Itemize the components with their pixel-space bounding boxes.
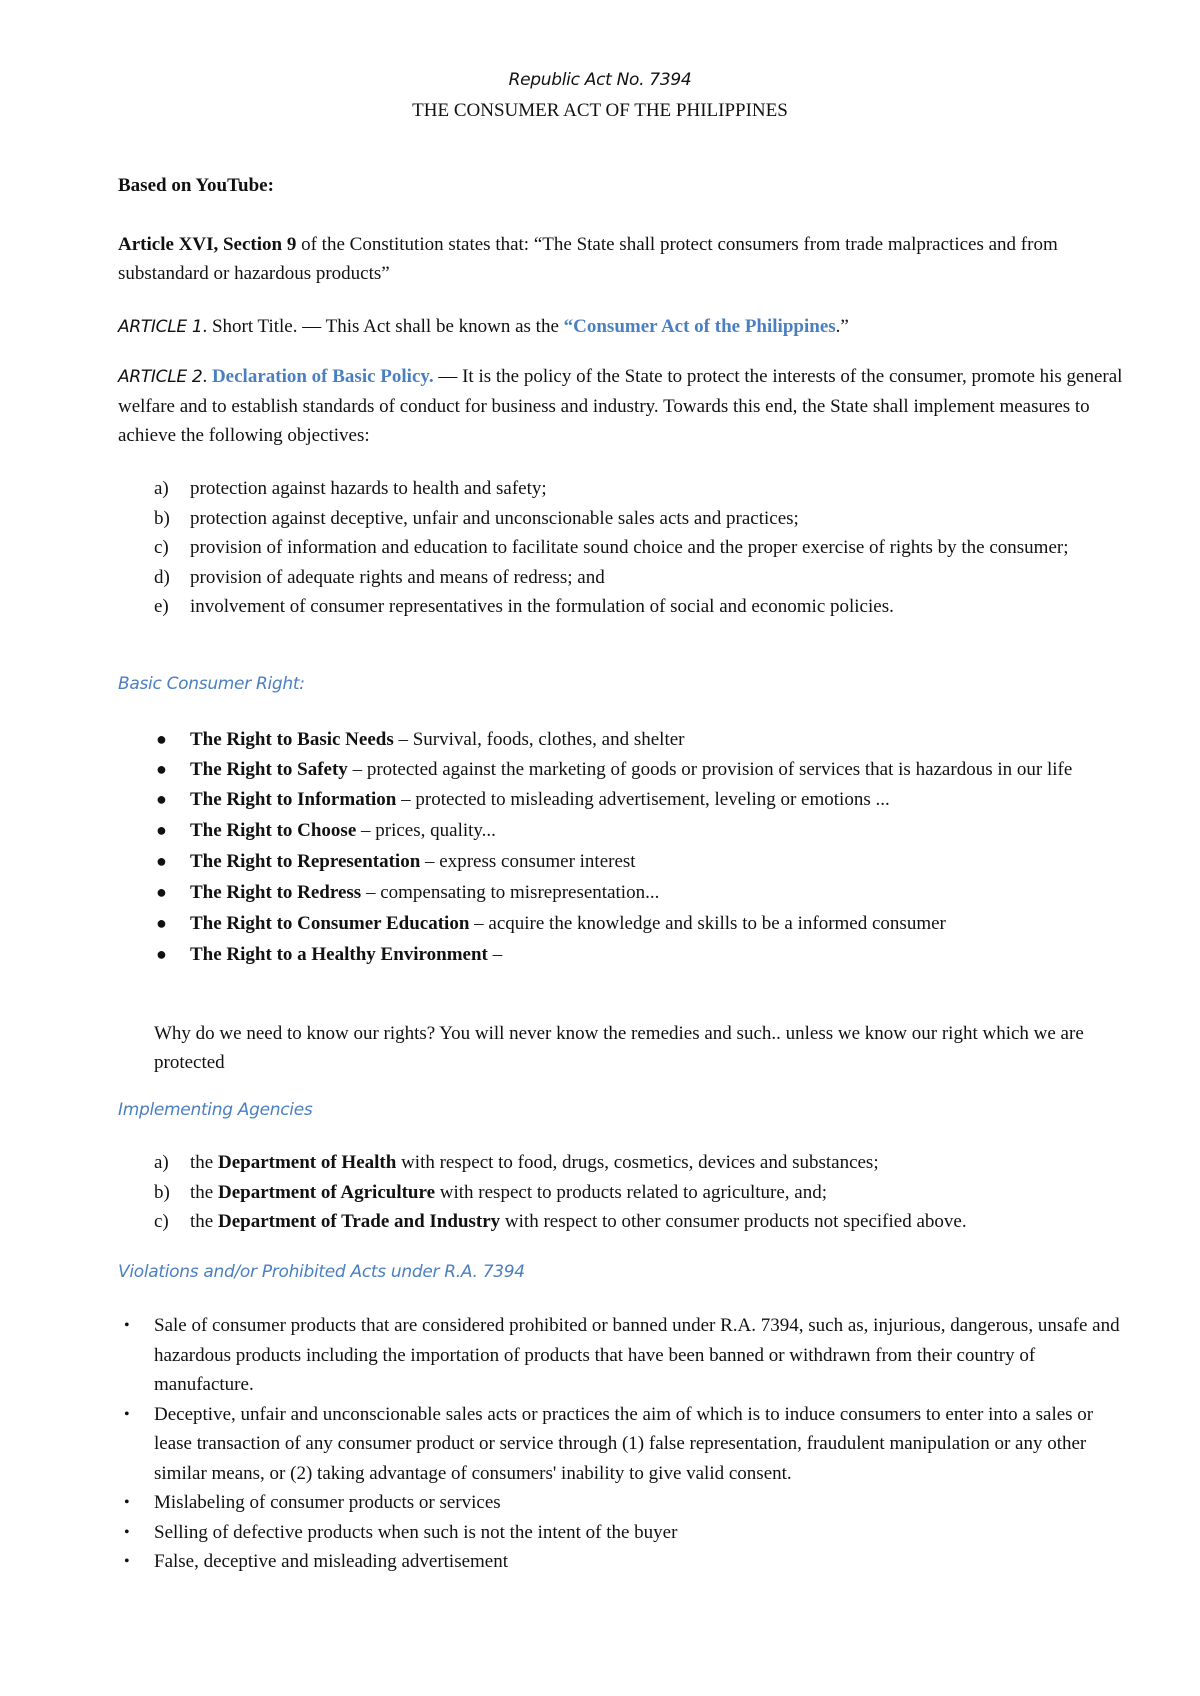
act-number: Republic Act No. 7394 — [508, 70, 692, 90]
list-item: ● The Right to Information – protected to misleading advertisement, leveling or emotions ... — [118, 784, 1128, 815]
list-item: • False, deceptive and misleading advertisement — [118, 1547, 1128, 1577]
article-1-paragraph: ARTICLE 1. Short Title. — This Act shall be known as the “Consumer Act of the Philippines.” — [118, 316, 849, 337]
bullet-icon: • — [124, 1494, 130, 1511]
act-title: THE CONSUMER ACT OF THE PHILIPPINES — [412, 100, 788, 121]
bullet-icon: • — [124, 1553, 130, 1570]
list-item: b) protection against deceptive, unfair and unconscionable sales acts and practices; — [154, 507, 799, 529]
rights-heading: Basic Consumer Right: — [118, 674, 305, 694]
agencies-list — [118, 1148, 1128, 1237]
list-item: ● The Right to a Healthy Environment – — [118, 939, 1128, 970]
bullet-icon: • — [124, 1317, 130, 1334]
list-item: • Deceptive, unfair and unconscionable sales acts or practices the aim of which is to induce consumers to enter into a sales or lease transaction of any consumer product or service through (1) false representation, fraudulent manipulation or any other similar means, or (2) taking advantage of consumers' inability to give valid consent. — [118, 1400, 1128, 1489]
list-item: ● The Right to Safety – protected against the marketing of goods or provision of services that is hazardous in our life — [118, 755, 1128, 784]
based-on-label: Based on YouTube: — [118, 175, 274, 196]
list-item: e) involvement of consumer representatives in the formulation of social and economic policies. — [154, 596, 894, 617]
bullet-icon: ● — [156, 820, 167, 840]
bullet-icon: ● — [156, 759, 167, 779]
list-item: ● The Right to Redress – compensating to misrepresentation... — [118, 877, 1128, 908]
violations-heading: Violations and/or Prohibited Acts under R.A. 7394 — [118, 1262, 525, 1282]
rights-list — [118, 724, 1128, 970]
consumer-act-highlight: “Consumer Act of the Philippines — [563, 316, 836, 337]
list-item: d) provision of adequate rights and means of redress; and — [154, 566, 605, 588]
objectives-list — [118, 474, 1128, 622]
list-item: a) protection against hazards to health and safety; — [154, 478, 547, 499]
bullet-icon: ● — [156, 882, 167, 902]
list-item: c) provision of information and education to facilitate sound choice and the proper exercise of rights by the consumer; — [154, 537, 1069, 558]
article-2-label: ARTICLE 2 — [118, 367, 203, 387]
article-1-label: ARTICLE 1 — [118, 317, 203, 337]
bullet-icon: ● — [156, 729, 167, 749]
bullet-icon: • — [124, 1405, 130, 1423]
list-item: • Selling of defective products when such is not the intent of the buyer — [118, 1518, 1128, 1548]
bullet-icon: • — [124, 1523, 130, 1541]
why-paragraph: Why do we need to know our rights? You will never know the remedies and such.. unless we know our right which we are protected — [154, 1023, 1084, 1073]
basic-policy-highlight: Declaration of Basic Policy. — [211, 366, 434, 387]
article-2-paragraph: ARTICLE 2. Declaration of Basic Policy. — It is the policy of the State to protect the interests of the consumer, promote his general welfare and to establish standards of conduct for business and industry. Towards this end, the State shall implement measures to achieve the following objectives: — [118, 366, 1123, 446]
bullet-icon: ● — [156, 913, 167, 933]
list-item: a) the Department of Health with respect to food, drugs, cosmetics, devices and substances; — [154, 1152, 879, 1173]
list-item: ● The Right to Basic Needs – Survival, foods, clothes, and shelter — [118, 724, 1128, 755]
constitution-paragraph: Article XVI, Section 9 of the Constitution states that: “The State shall protect consumers from trade malpractices and from substandard or hazardous products” — [118, 234, 1058, 284]
violations-list — [118, 1311, 1128, 1577]
list-item: c) the Department of Trade and Industry with respect to other consumer products not specified above. — [154, 1211, 967, 1232]
bullet-icon: ● — [156, 944, 167, 964]
bullet-icon: ● — [156, 789, 167, 809]
bullet-icon: ● — [156, 851, 167, 871]
list-item: ● The Right to Representation – express consumer interest — [118, 846, 1128, 877]
list-item: • Mislabeling of consumer products or services — [118, 1488, 1128, 1518]
agencies-heading: Implementing Agencies — [118, 1100, 313, 1120]
list-item: b) the Department of Agriculture with respect to products related to agriculture, and; — [154, 1181, 828, 1203]
list-item: • Sale of consumer products that are considered prohibited or banned under R.A. 7394, such as, injurious, dangerous, unsafe and hazardous products including the importation of products that have been banned or withdrawn from their country of manufacture. — [118, 1311, 1128, 1400]
list-item: ● The Right to Consumer Education – acquire the knowledge and skills to be a informed consumer — [118, 908, 1128, 939]
constitution-ref: Article XVI, Section 9 — [118, 234, 297, 255]
list-item: ● The Right to Choose – prices, quality... — [118, 815, 1128, 846]
